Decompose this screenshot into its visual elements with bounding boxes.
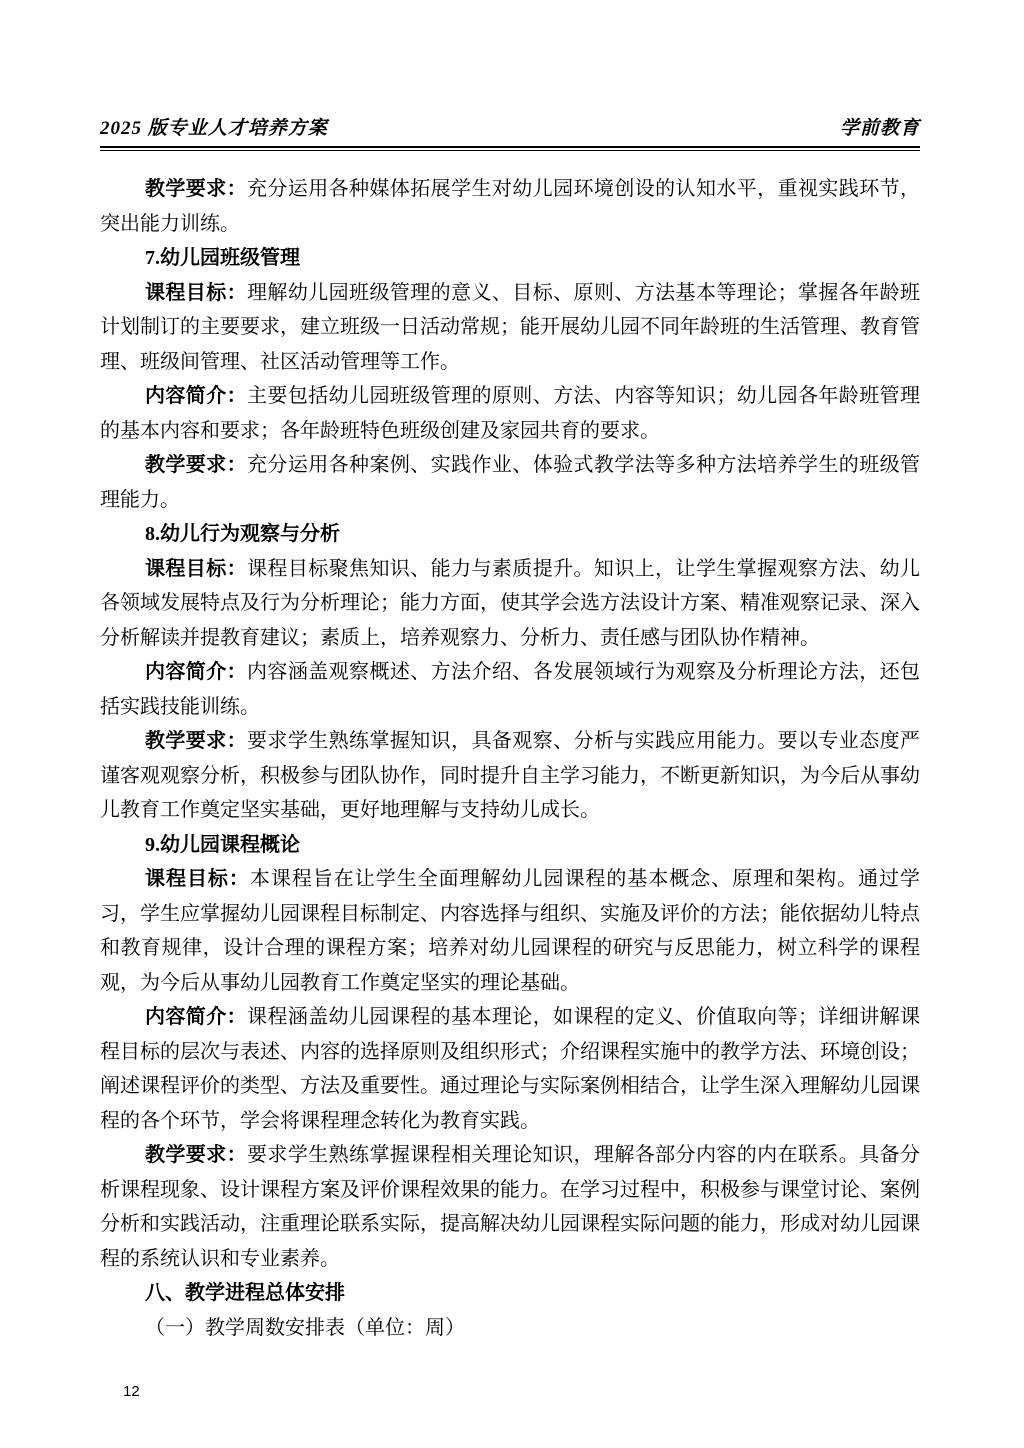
page-number: 12 bbox=[123, 1383, 140, 1400]
paragraph-text: （一）教学周数安排表（单位：周） bbox=[145, 1316, 465, 1339]
header-double-rule bbox=[100, 146, 920, 151]
paragraph-text: 要求学生熟练掌握知识，具备观察、分析与实践应用能力。要以专业态度严谨客观观察分析，积极参与团队协作，同时提升自主学习能力，不断更新知识，为今后从事幼儿教育工作奠定坚实基础，更好地理解与支持幼儿成长。 bbox=[100, 730, 921, 821]
section-heading bbox=[100, 241, 920, 276]
paragraph-text: 八、教学进程总体安排 bbox=[145, 1282, 345, 1304]
paragraph-label: 教学要求： bbox=[145, 178, 248, 200]
paragraph bbox=[100, 862, 920, 1000]
section-heading bbox=[100, 1276, 920, 1311]
paragraph-text: 充分运用各种媒体拓展学生对幼儿园环境创设的认知水平，重视实践环节，突出能力训练。 bbox=[100, 178, 921, 235]
paragraph bbox=[100, 379, 920, 448]
paragraph-label: 教学要求： bbox=[145, 1144, 248, 1166]
paragraph-text: 充分运用各种案例、实践作业、体验式教学法等多种方法培养学生的班级管理能力。 bbox=[100, 454, 921, 511]
paragraph-text: 7.幼儿园班级管理 bbox=[145, 247, 300, 269]
paragraph bbox=[100, 172, 920, 241]
page-header bbox=[100, 117, 920, 151]
paragraph bbox=[100, 552, 920, 656]
header-right-title: 学前教育 bbox=[839, 118, 920, 139]
paragraph bbox=[100, 1311, 920, 1346]
paragraph bbox=[100, 448, 920, 517]
paragraph-label: 教学要求： bbox=[145, 454, 248, 476]
paragraph bbox=[100, 1000, 920, 1138]
paragraph-text: 内容涵盖观察概述、方法介绍、各发展领域行为观察及分析理论方法，还包括实践技能训练。 bbox=[100, 661, 921, 718]
paragraph-text: 课程目标聚焦知识、能力与素质提升。知识上，让学生掌握观察方法、幼儿各领域发展特点及行为分析理论；能力方面，使其学会选方法设计方案、精准观察记录、深入分析解读并提教育建议；素质上，培养观察力、分析力、责任感与团队协作精神。 bbox=[100, 557, 921, 649]
paragraph-text: 9.幼儿园课程概论 bbox=[145, 833, 300, 856]
paragraph-text: 课程涵盖幼儿园课程的基本理论，如课程的定义、价值取向等；详细讲解课程目标的层次与表述、内容的选择原则及组织形式；介绍课程实施中的教学方法、环境创设；阐述课程评价的类型、方法及重要性。通过理论与实际案例相结合，让学生深入理解幼儿园课程的各个环节，学会将课程理念转化为教育实践。 bbox=[100, 1006, 921, 1132]
paragraph-label: 内容简介： bbox=[145, 385, 248, 407]
paragraph-label: 教学要求： bbox=[145, 730, 248, 752]
paragraph-text: 主要包括幼儿园班级管理的原则、方法、内容等知识；幼儿园各年龄班管理的基本内容和要求；各年龄班特色班级创建及家园共育的要求。 bbox=[100, 385, 921, 442]
header-left-title: 2025 版专业人才培养方案 bbox=[100, 118, 328, 139]
paragraph bbox=[100, 655, 920, 724]
document-body bbox=[100, 172, 920, 1345]
section-heading bbox=[100, 517, 920, 552]
paragraph bbox=[100, 276, 920, 380]
paragraph-text: 要求学生熟练掌握课程相关理论知识，理解各部分内容的内在联系。具备分析课程现象、设计课程方案及评价课程效果的能力。在学习过程中，积极参与课堂讨论、案例分析和实践活动，注重理论联系实际，提高解决幼儿园课程实际问题的能力，形成对幼儿园课程的系统认识和专业素养。 bbox=[100, 1144, 921, 1270]
paragraph bbox=[100, 724, 920, 828]
paragraph-label: 内容简介： bbox=[145, 1006, 248, 1028]
section-heading bbox=[100, 828, 920, 863]
paragraph-text: 理解幼儿园班级管理的意义、目标、原则、方法基本等理论；掌握各年龄班计划制订的主要要求，建立班级一日活动常规；能开展幼儿园不同年龄班的生活管理、教育管理、班级间管理、社区活动管理等工作。 bbox=[100, 281, 921, 373]
paragraph-label: 课程目标： bbox=[145, 868, 250, 890]
paragraph bbox=[100, 1138, 920, 1276]
paragraph-label: 内容简介： bbox=[145, 661, 248, 683]
paragraph-text: 本课程旨在让学生全面理解幼儿园课程的基本概念、原理和架构。通过学习，学生应掌握幼儿园课程目标制定、内容选择与组织、实施及评价的方法；能依据幼儿特点和教育规律，设计合理的课程方案；培养对幼儿园课程的研究与反思能力，树立科学的课程观，为今后从事幼儿园教育工作奠定坚实的理论基础。 bbox=[100, 868, 921, 994]
paragraph-text: 8.幼儿行为观察与分析 bbox=[145, 523, 340, 545]
paragraph-label: 课程目标： bbox=[145, 281, 248, 304]
paragraph-label: 课程目标： bbox=[145, 557, 248, 580]
page-footer bbox=[123, 1383, 140, 1401]
